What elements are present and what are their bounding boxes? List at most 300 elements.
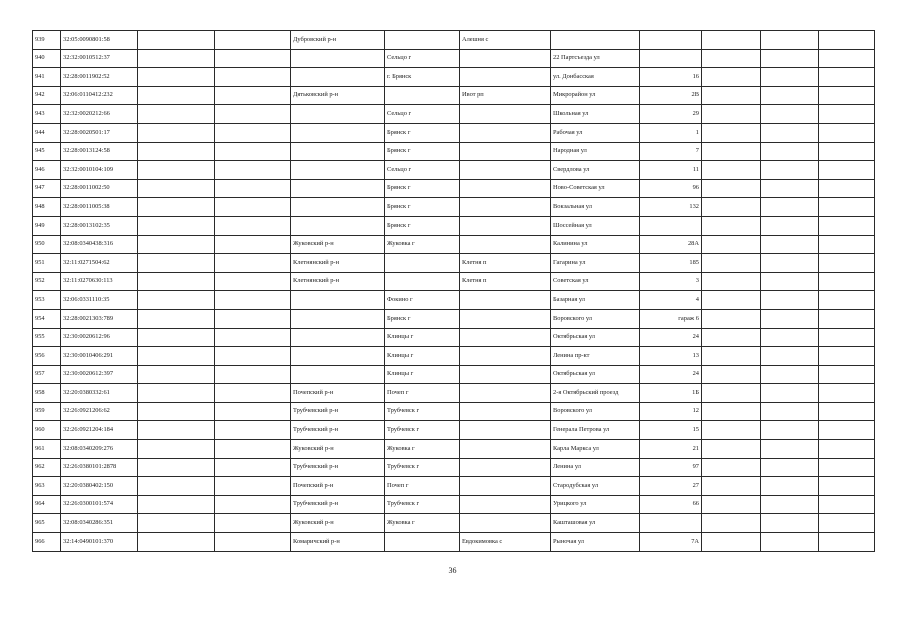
cell-col10 bbox=[702, 495, 761, 514]
cell-village bbox=[460, 142, 551, 161]
cell-house: 28А bbox=[640, 235, 702, 254]
cell-row-number: 942 bbox=[33, 86, 61, 105]
cell-col4 bbox=[215, 421, 291, 440]
cell-street: Рыночая ул bbox=[551, 533, 640, 552]
cell-district bbox=[291, 347, 385, 366]
table-row bbox=[33, 49, 875, 68]
cell-col12 bbox=[819, 161, 875, 180]
cell-cadastral-number: 32:08:0340286:351 bbox=[61, 514, 138, 533]
cell-col11 bbox=[761, 254, 819, 273]
cell-col3 bbox=[138, 440, 215, 459]
table-row bbox=[33, 347, 875, 366]
cell-cadastral-number: 32:26:0300101:574 bbox=[61, 495, 138, 514]
cell-col3 bbox=[138, 347, 215, 366]
cell-street: Шоссейная ул bbox=[551, 216, 640, 235]
cell-col4 bbox=[215, 347, 291, 366]
cell-town: Клинцы г bbox=[385, 365, 460, 384]
cell-col12 bbox=[819, 477, 875, 496]
cell-street: Карла Маркса ул bbox=[551, 440, 640, 459]
cell-village: Клетня п bbox=[460, 272, 551, 291]
cell-row-number: 940 bbox=[33, 49, 61, 68]
table-row bbox=[33, 402, 875, 421]
cell-village bbox=[460, 365, 551, 384]
cell-col10 bbox=[702, 533, 761, 552]
cell-house: 13 bbox=[640, 347, 702, 366]
cell-col3 bbox=[138, 477, 215, 496]
cell-col4 bbox=[215, 514, 291, 533]
cell-district bbox=[291, 49, 385, 68]
cell-col11 bbox=[761, 347, 819, 366]
cell-street: Гагарина ул bbox=[551, 254, 640, 273]
cell-col12 bbox=[819, 495, 875, 514]
cell-col12 bbox=[819, 31, 875, 50]
cell-village bbox=[460, 49, 551, 68]
cell-row-number: 961 bbox=[33, 440, 61, 459]
cell-col4 bbox=[215, 533, 291, 552]
cell-col10 bbox=[702, 309, 761, 328]
cell-street: Народная ул bbox=[551, 142, 640, 161]
table-row bbox=[33, 514, 875, 533]
table-row bbox=[33, 86, 875, 105]
cell-house: 15 bbox=[640, 421, 702, 440]
cell-district: Жуковский р-н bbox=[291, 514, 385, 533]
cell-town bbox=[385, 254, 460, 273]
cell-cadastral-number: 32:26:0921206:62 bbox=[61, 402, 138, 421]
cell-village bbox=[460, 421, 551, 440]
cell-col11 bbox=[761, 458, 819, 477]
cell-col3 bbox=[138, 254, 215, 273]
table-row bbox=[33, 235, 875, 254]
cell-row-number: 964 bbox=[33, 495, 61, 514]
cell-village bbox=[460, 328, 551, 347]
cell-col12 bbox=[819, 105, 875, 124]
cell-col3 bbox=[138, 458, 215, 477]
cell-col10 bbox=[702, 421, 761, 440]
cell-col10 bbox=[702, 514, 761, 533]
cell-col11 bbox=[761, 235, 819, 254]
cell-col11 bbox=[761, 123, 819, 142]
cell-town: Брянск г bbox=[385, 198, 460, 217]
cell-col12 bbox=[819, 254, 875, 273]
cell-village bbox=[460, 123, 551, 142]
cell-col4 bbox=[215, 161, 291, 180]
cell-col4 bbox=[215, 477, 291, 496]
cell-district bbox=[291, 105, 385, 124]
cell-col3 bbox=[138, 291, 215, 310]
cell-col3 bbox=[138, 68, 215, 87]
cell-house: 185 bbox=[640, 254, 702, 273]
cell-town bbox=[385, 272, 460, 291]
cell-row-number: 959 bbox=[33, 402, 61, 421]
cell-cadastral-number: 32:32:0020212:66 bbox=[61, 105, 138, 124]
cell-house: 96 bbox=[640, 179, 702, 198]
cell-town bbox=[385, 86, 460, 105]
cell-row-number: 947 bbox=[33, 179, 61, 198]
cell-col10 bbox=[702, 272, 761, 291]
cell-col4 bbox=[215, 495, 291, 514]
cell-col3 bbox=[138, 179, 215, 198]
cell-village bbox=[460, 105, 551, 124]
cell-village bbox=[460, 347, 551, 366]
cell-col3 bbox=[138, 402, 215, 421]
cell-row-number: 965 bbox=[33, 514, 61, 533]
cell-house: 1 bbox=[640, 123, 702, 142]
cell-town: Сельцо г bbox=[385, 49, 460, 68]
cell-col11 bbox=[761, 328, 819, 347]
cell-row-number: 945 bbox=[33, 142, 61, 161]
cell-col3 bbox=[138, 49, 215, 68]
cell-row-number: 954 bbox=[33, 309, 61, 328]
cell-district: Клетнянский р-н bbox=[291, 254, 385, 273]
cell-row-number: 962 bbox=[33, 458, 61, 477]
cell-street: ул. Донбасская bbox=[551, 68, 640, 87]
cell-cadastral-number: 32:32:0010104:109 bbox=[61, 161, 138, 180]
cell-col4 bbox=[215, 328, 291, 347]
cell-row-number: 953 bbox=[33, 291, 61, 310]
cell-col12 bbox=[819, 309, 875, 328]
cell-village bbox=[460, 477, 551, 496]
cell-col3 bbox=[138, 384, 215, 403]
cell-house: 4 bbox=[640, 291, 702, 310]
cell-village bbox=[460, 161, 551, 180]
cell-village bbox=[460, 216, 551, 235]
cell-col11 bbox=[761, 495, 819, 514]
cell-col11 bbox=[761, 421, 819, 440]
cell-col12 bbox=[819, 514, 875, 533]
cell-col12 bbox=[819, 68, 875, 87]
cell-col4 bbox=[215, 142, 291, 161]
cell-district: Трубчевский р-н bbox=[291, 402, 385, 421]
cell-village: Алешня с bbox=[460, 31, 551, 50]
cell-town: Брянск г bbox=[385, 216, 460, 235]
table-row bbox=[33, 533, 875, 552]
cell-col4 bbox=[215, 49, 291, 68]
cell-village bbox=[460, 235, 551, 254]
cell-house: 1Б bbox=[640, 384, 702, 403]
cell-street: Базарная ул bbox=[551, 291, 640, 310]
cell-col3 bbox=[138, 216, 215, 235]
cell-cadastral-number: 32:20:0380402:150 bbox=[61, 477, 138, 496]
cell-town bbox=[385, 31, 460, 50]
cell-col3 bbox=[138, 365, 215, 384]
cell-col4 bbox=[215, 31, 291, 50]
cell-village bbox=[460, 402, 551, 421]
cell-col3 bbox=[138, 309, 215, 328]
cell-col10 bbox=[702, 384, 761, 403]
cell-col10 bbox=[702, 86, 761, 105]
cell-col4 bbox=[215, 291, 291, 310]
cell-col11 bbox=[761, 272, 819, 291]
cell-street: Ленина пр-кт bbox=[551, 347, 640, 366]
cell-col12 bbox=[819, 179, 875, 198]
cell-house: 7 bbox=[640, 142, 702, 161]
cell-row-number: 955 bbox=[33, 328, 61, 347]
cell-row-number: 949 bbox=[33, 216, 61, 235]
cell-col11 bbox=[761, 142, 819, 161]
table-row bbox=[33, 179, 875, 198]
cell-house: 29 bbox=[640, 105, 702, 124]
cell-cadastral-number: 32:08:0340438:316 bbox=[61, 235, 138, 254]
cell-col4 bbox=[215, 458, 291, 477]
table-row bbox=[33, 31, 875, 50]
cell-cadastral-number: 32:28:0021303:789 bbox=[61, 309, 138, 328]
cell-col12 bbox=[819, 458, 875, 477]
cell-row-number: 966 bbox=[33, 533, 61, 552]
cell-col11 bbox=[761, 49, 819, 68]
cell-street: Урицкого ул bbox=[551, 495, 640, 514]
cell-col3 bbox=[138, 105, 215, 124]
cell-house: 12 bbox=[640, 402, 702, 421]
cell-district: Почепский р-н bbox=[291, 477, 385, 496]
table-row bbox=[33, 272, 875, 291]
cell-row-number: 956 bbox=[33, 347, 61, 366]
cell-town: Сельцо г bbox=[385, 161, 460, 180]
cell-town: Клинцы г bbox=[385, 328, 460, 347]
cell-row-number: 950 bbox=[33, 235, 61, 254]
cell-col10 bbox=[702, 365, 761, 384]
table-row bbox=[33, 198, 875, 217]
cell-col12 bbox=[819, 235, 875, 254]
cell-col12 bbox=[819, 440, 875, 459]
cell-col4 bbox=[215, 216, 291, 235]
cell-col12 bbox=[819, 198, 875, 217]
cell-col10 bbox=[702, 347, 761, 366]
cell-col11 bbox=[761, 86, 819, 105]
cell-col11 bbox=[761, 161, 819, 180]
cell-district bbox=[291, 309, 385, 328]
cell-col12 bbox=[819, 347, 875, 366]
cell-street: Стародубская ул bbox=[551, 477, 640, 496]
cell-house bbox=[640, 216, 702, 235]
table-row bbox=[33, 421, 875, 440]
cell-col4 bbox=[215, 402, 291, 421]
cell-row-number: 948 bbox=[33, 198, 61, 217]
cell-col10 bbox=[702, 179, 761, 198]
table-row bbox=[33, 216, 875, 235]
cell-col4 bbox=[215, 309, 291, 328]
cell-town: Клинцы г bbox=[385, 347, 460, 366]
cell-village bbox=[460, 291, 551, 310]
cell-street: Кашташовая ул bbox=[551, 514, 640, 533]
cell-col11 bbox=[761, 216, 819, 235]
cell-col10 bbox=[702, 440, 761, 459]
cell-col4 bbox=[215, 105, 291, 124]
cell-district bbox=[291, 365, 385, 384]
table-row bbox=[33, 384, 875, 403]
registry-table-body bbox=[33, 31, 875, 552]
cell-district bbox=[291, 216, 385, 235]
cell-district: Трубчевский р-н bbox=[291, 421, 385, 440]
cell-house: 27 bbox=[640, 477, 702, 496]
cell-col12 bbox=[819, 421, 875, 440]
cell-district: Почепский р-н bbox=[291, 384, 385, 403]
cell-col12 bbox=[819, 86, 875, 105]
page-number: 36 bbox=[448, 566, 457, 575]
table-row bbox=[33, 291, 875, 310]
cell-row-number: 957 bbox=[33, 365, 61, 384]
cell-district: Трубчевский р-н bbox=[291, 495, 385, 514]
cell-col4 bbox=[215, 179, 291, 198]
cell-cadastral-number: 32:08:0340209:276 bbox=[61, 440, 138, 459]
cell-district: Жуковский р-н bbox=[291, 440, 385, 459]
cell-town: г. Брянск bbox=[385, 68, 460, 87]
table-row bbox=[33, 495, 875, 514]
cell-col12 bbox=[819, 365, 875, 384]
cell-col10 bbox=[702, 31, 761, 50]
cell-district bbox=[291, 198, 385, 217]
cell-col4 bbox=[215, 272, 291, 291]
cell-village bbox=[460, 68, 551, 87]
cell-village bbox=[460, 309, 551, 328]
cell-col3 bbox=[138, 421, 215, 440]
cell-village bbox=[460, 458, 551, 477]
cell-cadastral-number: 32:28:0011002:50 bbox=[61, 179, 138, 198]
cell-col12 bbox=[819, 328, 875, 347]
cell-col11 bbox=[761, 68, 819, 87]
table-row bbox=[33, 142, 875, 161]
cell-street: 22 Партсъезда ул bbox=[551, 49, 640, 68]
cell-cadastral-number: 32:30:0020612:397 bbox=[61, 365, 138, 384]
cell-street: 2-я Октябрьский проезд bbox=[551, 384, 640, 403]
cell-street: Свердлова ул bbox=[551, 161, 640, 180]
cell-district bbox=[291, 68, 385, 87]
cell-col4 bbox=[215, 384, 291, 403]
cell-row-number: 943 bbox=[33, 105, 61, 124]
cell-cadastral-number: 32:28:0011902:52 bbox=[61, 68, 138, 87]
cell-col4 bbox=[215, 86, 291, 105]
cell-row-number: 960 bbox=[33, 421, 61, 440]
cell-district: Дубровский р-н bbox=[291, 31, 385, 50]
cell-street: Школьная ул bbox=[551, 105, 640, 124]
cell-col4 bbox=[215, 123, 291, 142]
cell-col10 bbox=[702, 291, 761, 310]
cell-street: Воровского ул bbox=[551, 402, 640, 421]
cell-district: Жуковский р-н bbox=[291, 235, 385, 254]
cell-col4 bbox=[215, 365, 291, 384]
cell-district: Трубчевский р-н bbox=[291, 458, 385, 477]
table-row bbox=[33, 458, 875, 477]
cell-house: 24 bbox=[640, 365, 702, 384]
cell-house: 24 bbox=[640, 328, 702, 347]
cell-cadastral-number: 32:06:0331110:35 bbox=[61, 291, 138, 310]
cell-col11 bbox=[761, 198, 819, 217]
cell-house: гараж 6 bbox=[640, 309, 702, 328]
cell-village bbox=[460, 495, 551, 514]
cell-town: Брянск г bbox=[385, 123, 460, 142]
table-row bbox=[33, 161, 875, 180]
table-row bbox=[33, 309, 875, 328]
cell-col11 bbox=[761, 309, 819, 328]
cell-cadastral-number: 32:30:0010406:291 bbox=[61, 347, 138, 366]
cell-house: 7А bbox=[640, 533, 702, 552]
cell-cadastral-number: 32:32:0010512:37 bbox=[61, 49, 138, 68]
cell-house: 2В bbox=[640, 86, 702, 105]
cell-cadastral-number: 32:26:0921204:184 bbox=[61, 421, 138, 440]
cell-col3 bbox=[138, 235, 215, 254]
cell-cadastral-number: 32:11:0271504:62 bbox=[61, 254, 138, 273]
cell-town: Фокино г bbox=[385, 291, 460, 310]
cell-town: Почеп г bbox=[385, 477, 460, 496]
cell-col11 bbox=[761, 440, 819, 459]
cell-house bbox=[640, 514, 702, 533]
cell-house: 11 bbox=[640, 161, 702, 180]
cell-street: Октябрьская ул bbox=[551, 328, 640, 347]
cell-col10 bbox=[702, 216, 761, 235]
cell-district bbox=[291, 291, 385, 310]
table-row bbox=[33, 328, 875, 347]
cell-street: Микрорайон ул bbox=[551, 86, 640, 105]
cell-col11 bbox=[761, 477, 819, 496]
cell-col3 bbox=[138, 86, 215, 105]
cell-street: Советская ул bbox=[551, 272, 640, 291]
cell-district bbox=[291, 328, 385, 347]
cell-house bbox=[640, 31, 702, 50]
cell-col10 bbox=[702, 235, 761, 254]
cell-row-number: 963 bbox=[33, 477, 61, 496]
cell-col4 bbox=[215, 68, 291, 87]
cell-row-number: 952 bbox=[33, 272, 61, 291]
cell-town: Брянск г bbox=[385, 142, 460, 161]
cell-col11 bbox=[761, 31, 819, 50]
cell-row-number: 939 bbox=[33, 31, 61, 50]
cell-house: 132 bbox=[640, 198, 702, 217]
table-row bbox=[33, 440, 875, 459]
cell-district: Комаричский р-н bbox=[291, 533, 385, 552]
cell-cadastral-number: 32:28:0011005:38 bbox=[61, 198, 138, 217]
cell-col11 bbox=[761, 179, 819, 198]
cell-street: Ленина ул bbox=[551, 458, 640, 477]
cell-house: 3 bbox=[640, 272, 702, 291]
cell-col10 bbox=[702, 402, 761, 421]
cell-col3 bbox=[138, 31, 215, 50]
cell-col10 bbox=[702, 198, 761, 217]
cell-col3 bbox=[138, 161, 215, 180]
cell-town: Жуковка г bbox=[385, 235, 460, 254]
cell-village bbox=[460, 179, 551, 198]
cell-street: Калинина ул bbox=[551, 235, 640, 254]
cell-town: Сельцо г bbox=[385, 105, 460, 124]
cell-street: Воровского ул bbox=[551, 309, 640, 328]
cell-village: Ивот рп bbox=[460, 86, 551, 105]
cell-cadastral-number: 32:14:0490101:370 bbox=[61, 533, 138, 552]
cell-col12 bbox=[819, 272, 875, 291]
cell-house: 97 bbox=[640, 458, 702, 477]
cell-village bbox=[460, 514, 551, 533]
cell-village bbox=[460, 198, 551, 217]
cell-cadastral-number: 32:11:0270630:113 bbox=[61, 272, 138, 291]
cell-town: Почеп г bbox=[385, 384, 460, 403]
cell-town bbox=[385, 533, 460, 552]
cell-col10 bbox=[702, 68, 761, 87]
table-row bbox=[33, 105, 875, 124]
cell-col12 bbox=[819, 142, 875, 161]
table-row bbox=[33, 123, 875, 142]
cell-district: Клетнянский р-н bbox=[291, 272, 385, 291]
cell-town: Трубчевск г bbox=[385, 421, 460, 440]
cell-street: Октябрьская ул bbox=[551, 365, 640, 384]
cell-col3 bbox=[138, 272, 215, 291]
cell-town: Трубчевск г bbox=[385, 458, 460, 477]
cell-district bbox=[291, 161, 385, 180]
cell-street bbox=[551, 31, 640, 50]
cell-col10 bbox=[702, 123, 761, 142]
cell-col3 bbox=[138, 495, 215, 514]
cell-town: Брянск г bbox=[385, 309, 460, 328]
cell-town: Жуковка г bbox=[385, 514, 460, 533]
cell-row-number: 946 bbox=[33, 161, 61, 180]
cell-district bbox=[291, 123, 385, 142]
cell-village: Евдокимовка с bbox=[460, 533, 551, 552]
